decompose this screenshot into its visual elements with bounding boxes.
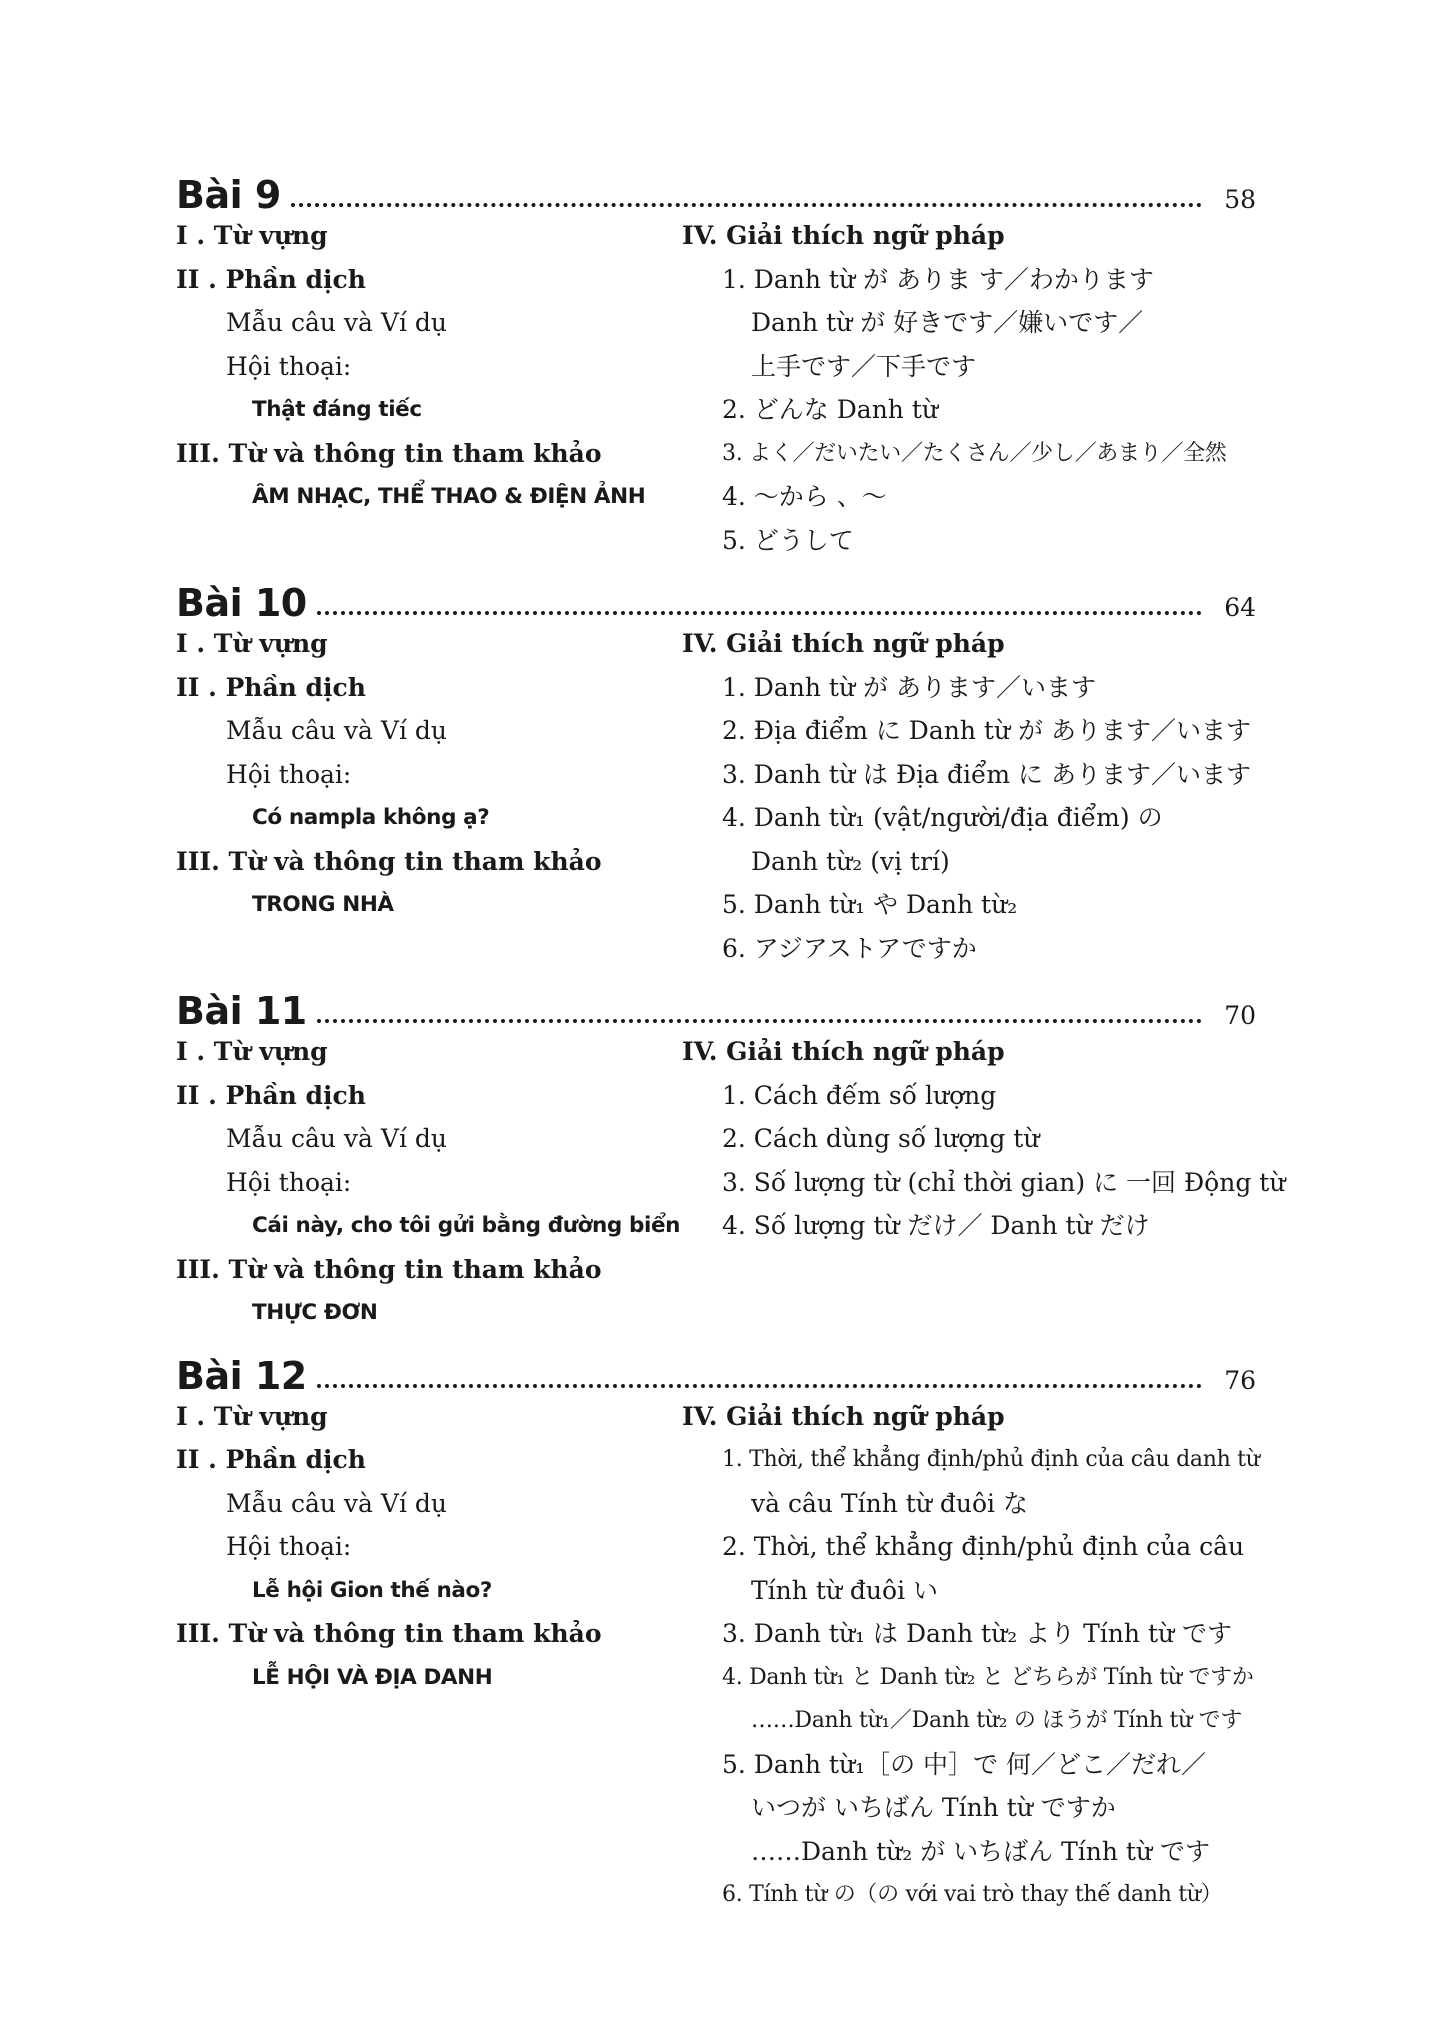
subsection-conversation: Hội thoại: [226, 351, 352, 381]
lesson-right-column [682, 214, 1256, 562]
subsection-sentence-patterns: Mẫu câu và Ví dụ [226, 1124, 447, 1153]
lesson-right-column [682, 1395, 1260, 1917]
grammar-item: 3. Danh từ₁ は Danh từ₂ より Tính từ です [722, 1619, 1233, 1648]
grammar-item: và câu Tính từ đuôi な [751, 1488, 1028, 1518]
page-number: 76 [1224, 1365, 1256, 1395]
section-reference: III. Từ và thông tin tham khảo [176, 438, 602, 468]
lesson-right-column [682, 622, 1256, 970]
grammar-item: 4. Danh từ₁ (vật/người/địa điểm) の [722, 803, 1163, 832]
grammar-item: 4. Số lượng từ だけ／ Danh từ だけ [722, 1211, 1150, 1240]
section-vocabulary: I . Từ vựng [176, 1037, 328, 1066]
grammar-item: 2. Thời, thể khẳng định/phủ định của câu [722, 1532, 1245, 1561]
reference-topic: THỰC ĐƠN [252, 1300, 378, 1325]
section-grammar: IV. Giải thích ngữ pháp [682, 1401, 1005, 1431]
grammar-item: いつが いちばん Tính từ ですか [751, 1793, 1116, 1822]
lesson-left-column [176, 214, 682, 562]
leader-dots [317, 611, 1202, 615]
grammar-item: 4. Danh từ₁ と Danh từ₂ と どちらが Tính từ ですか [722, 1664, 1254, 1690]
grammar-item: Danh từ が 好きです／嫌いです／ [751, 308, 1144, 337]
section-reference: III. Từ và thông tin tham khảo [176, 1619, 602, 1648]
reference-topic: TRONG NHÀ [252, 892, 394, 917]
lesson-entry [176, 976, 1286, 1335]
section-translation: II . Phần dịch [176, 264, 366, 294]
lesson-title[interactable]: Bài 10 [176, 581, 307, 625]
section-vocabulary: I . Từ vựng [176, 629, 328, 658]
section-vocabulary: I . Từ vựng [176, 1401, 328, 1431]
grammar-item: ……Danh từ₁／Danh từ₂ の ほうが Tính từ です [751, 1708, 1243, 1733]
page-number: 70 [1224, 1001, 1256, 1030]
lesson-header [176, 1341, 1256, 1398]
grammar-item: 6. アジアストアですか [722, 933, 977, 963]
conversation-title: Lễ hội Gion thế nào? [252, 1577, 492, 1603]
grammar-item: 2. Địa điểm に Danh từ が あります／います [722, 716, 1251, 745]
reference-topic: LỄ HỘI VÀ ĐỊA DANH [252, 1664, 493, 1690]
grammar-item: 3. Danh từ は Địa điểm に あります／います [722, 759, 1251, 789]
section-reference: III. Từ và thông tin tham khảo [176, 1254, 602, 1284]
reference-topic: ÂM NHẠC, THỂ THAO & ĐIỆN ẢNH [252, 484, 646, 509]
lesson-entry [176, 568, 1256, 970]
lesson-entry [176, 160, 1256, 562]
grammar-item: 1. Danh từ が あります／います [722, 672, 1096, 702]
lesson-title[interactable]: Bài 12 [176, 1353, 307, 1398]
conversation-title: Thật đáng tiếc [252, 397, 422, 422]
grammar-item: 6. Tính từ の（の với vai trò thay thế danh từ） [722, 1882, 1223, 1907]
leader-dots [317, 1384, 1202, 1388]
section-translation: II . Phần dịch [176, 1080, 366, 1110]
subsection-conversation: Hội thoại: [226, 1167, 352, 1197]
grammar-item: 1. Danh từ が ありま す／わかります [722, 264, 1154, 294]
conversation-title: Cái này, cho tôi gửi bằng đường biển [252, 1213, 681, 1238]
grammar-item: Tính từ đuôi い [751, 1575, 939, 1605]
subsection-sentence-patterns: Mẫu câu và Ví dụ [226, 716, 447, 745]
grammar-item: 5. Danh từ₁ や Danh từ₂ [722, 890, 1018, 919]
grammar-item: 5. Danh từ₁［の 中］で 何／どこ／だれ／ [722, 1749, 1206, 1779]
lesson-left-column [176, 1395, 682, 1917]
grammar-item: 5. どうして [722, 525, 854, 555]
section-grammar: IV. Giải thích ngữ pháp [682, 629, 1005, 658]
grammar-item: 上手です／下手です [751, 351, 977, 381]
grammar-item: Danh từ₂ (vị trí) [751, 846, 950, 876]
page-number: 64 [1224, 593, 1256, 622]
grammar-item: 4. ～から 、～ [722, 482, 887, 511]
section-grammar: IV. Giải thích ngữ pháp [682, 221, 1005, 250]
grammar-item: 1. Cách đếm số lượng [722, 1080, 997, 1110]
lesson-header [176, 160, 1256, 217]
grammar-item: 3. Số lượng từ (chỉ thời gian) に 一回 Động từ [722, 1167, 1286, 1197]
leader-dots [317, 1019, 1202, 1023]
lesson-title[interactable]: Bài 11 [176, 989, 307, 1033]
section-vocabulary: I . Từ vựng [176, 221, 328, 250]
lesson-right-column [682, 1030, 1286, 1335]
section-grammar: IV. Giải thích ngữ pháp [682, 1037, 1005, 1066]
grammar-item: 2. どんな Danh từ [722, 395, 938, 424]
subsection-conversation: Hội thoại: [226, 1532, 352, 1561]
subsection-conversation: Hội thoại: [226, 759, 352, 789]
lesson-left-column [176, 1030, 682, 1335]
page-number: 58 [1224, 185, 1256, 214]
grammar-item: 3. よく／だいたい／たくさん／少し／あまり／全然 [722, 440, 1227, 466]
lesson-left-column [176, 622, 682, 970]
section-reference: III. Từ và thông tin tham khảo [176, 846, 602, 876]
leader-dots [291, 203, 1202, 207]
lesson-header [176, 568, 1256, 625]
subsection-sentence-patterns: Mẫu câu và Ví dụ [226, 1488, 447, 1518]
lesson-header [176, 976, 1256, 1033]
grammar-item: 2. Cách dùng số lượng từ [722, 1124, 1040, 1153]
lesson-title[interactable]: Bài 9 [176, 173, 281, 217]
section-translation: II . Phần dịch [176, 672, 366, 702]
grammar-item: ……Danh từ₂ が いちばん Tính từ です [751, 1836, 1211, 1866]
grammar-item: 1. Thời, thể khẳng định/phủ định của câu danh từ [722, 1447, 1260, 1472]
conversation-title: Có nampla không ạ? [252, 805, 490, 830]
section-translation: II . Phần dịch [176, 1445, 366, 1474]
subsection-sentence-patterns: Mẫu câu và Ví dụ [226, 308, 447, 337]
lesson-entry [176, 1341, 1260, 1917]
table-of-contents [176, 160, 1286, 1923]
